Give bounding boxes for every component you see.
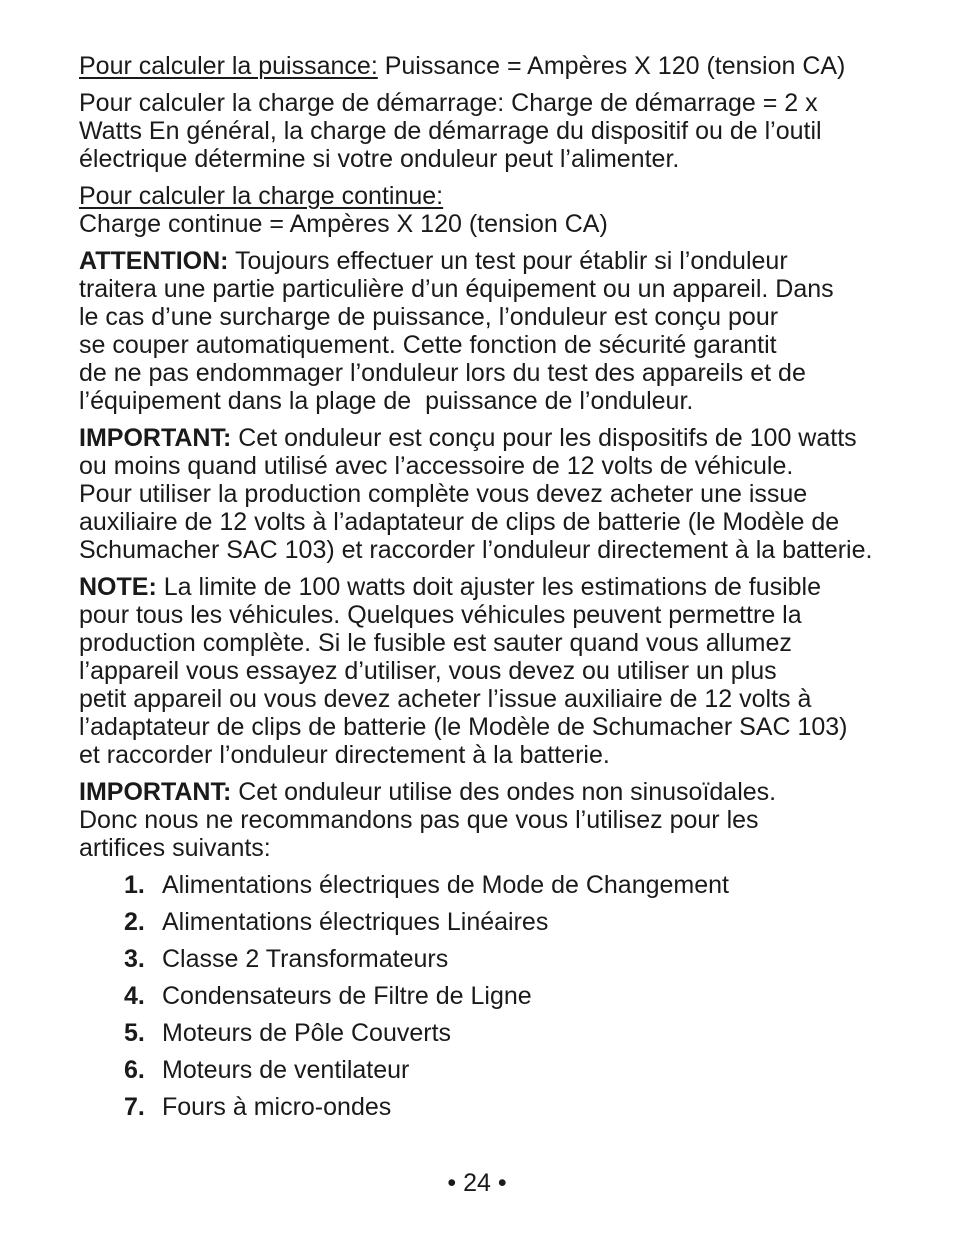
list-item <box>79 1056 919 1084</box>
text-line: Watts En général, la charge de démarrage du dispositif ou de l’outil <box>79 117 822 145</box>
text-line: de ne pas endommager l’onduleur lors du test des appareils et de <box>79 359 806 387</box>
text-line: artifices suivants: <box>79 834 271 862</box>
continuous-load-formula: Charge continue = Ampères X 120 (tension CA) <box>79 210 608 238</box>
text-line: production complète. Si le fusible est sauter quand vous allumez <box>79 629 792 657</box>
list-number: 1. <box>124 871 145 899</box>
list-item <box>79 1093 919 1121</box>
list-number: 2. <box>124 908 145 936</box>
manual-page <box>79 52 919 1130</box>
list-number: 3. <box>124 945 145 973</box>
text-line: traitera une partie particulière d’un équipement ou un appareil. Dans <box>79 275 834 303</box>
attention-label: ATTENTION: <box>79 247 229 275</box>
list-item <box>79 982 919 1010</box>
text-line: pour tous les véhicules. Quelques véhicules peuvent permettre la <box>79 601 802 629</box>
power-formula-paragraph <box>79 52 919 80</box>
text-line: auxiliaire de 12 volts à l’adaptateur de clips de batterie (le Modèle de <box>79 508 840 536</box>
list-number: 4. <box>124 982 145 1010</box>
list-text: Moteurs de ventilateur <box>162 1056 410 1084</box>
list-number: 7. <box>124 1093 145 1121</box>
text-line: Cet onduleur est conçu pour les dispositifs de 100 watts <box>231 424 857 452</box>
list-text: Classe 2 Transformateurs <box>162 945 449 973</box>
power-formula-text: Puissance = Ampères X 120 (tension CA) <box>377 52 846 80</box>
continuous-load-heading: Pour calculer la charge continue: <box>79 182 444 210</box>
text-line: se couper automatiquement. Cette fonction de sécurité garantit <box>79 331 777 359</box>
not-recommended-list <box>79 871 919 1121</box>
continuous-load-paragraph <box>79 182 919 238</box>
list-text: Alimentations électriques Linéaires <box>162 908 549 936</box>
list-text: Fours à micro-ondes <box>162 1093 392 1121</box>
text-line: le cas d’une surcharge de puissance, l’onduleur est conçu pour <box>79 303 779 331</box>
text-line: ou moins quand utilisé avec l’accessoire de 12 volts de véhicule. <box>79 452 794 480</box>
list-text: Alimentations électriques de Mode de Changement <box>162 871 730 899</box>
important-label: IMPORTANT: <box>79 778 232 806</box>
text-line: Donc nous ne recommandons pas que vous l’utilisez pour les <box>79 806 759 834</box>
text-line: l’équipement dans la plage de puissance de l’onduleur. <box>79 387 694 415</box>
list-text: Condensateurs de Filtre de Ligne <box>162 982 532 1010</box>
list-number: 5. <box>124 1019 145 1047</box>
note-label: NOTE: <box>79 573 157 601</box>
text-line: l’appareil vous essayez d’utiliser, vous devez ou utiliser un plus <box>79 657 777 685</box>
important-paragraph-1 <box>79 424 919 564</box>
text-line: Toujours effectuer un test pour établir si l’onduleur <box>228 247 788 275</box>
list-text: Moteurs de Pôle Couverts <box>162 1019 452 1047</box>
list-number: 6. <box>124 1056 145 1084</box>
startup-load-paragraph <box>79 89 919 173</box>
text-line: Schumacher SAC 103) et raccorder l’onduleur directement à la batterie. <box>79 536 873 564</box>
text-line: La limite de 100 watts doit ajuster les estimations de fusible <box>156 573 822 601</box>
text-line: et raccorder l’onduleur directement à la batterie. <box>79 741 610 769</box>
text-line: petit appareil ou vous devez acheter l’issue auxiliaire de 12 volts à <box>79 685 812 713</box>
list-item <box>79 945 919 973</box>
note-paragraph <box>79 573 919 769</box>
list-item <box>79 908 919 936</box>
power-formula-heading: Pour calculer la puissance: <box>79 52 378 80</box>
text-line: Pour utiliser la production complète vous devez acheter une issue <box>79 480 808 508</box>
important-paragraph-2 <box>79 778 919 862</box>
text-line: Pour calculer la charge de démarrage: Charge de démarrage = 2 x <box>79 89 818 117</box>
list-item <box>79 1019 919 1047</box>
text-line: électrique détermine si votre onduleur peut l’alimenter. <box>79 145 680 173</box>
page-number: • 24 • <box>447 1169 507 1197</box>
text-line: l’adaptateur de clips de batterie (le Modèle de Schumacher SAC 103) <box>79 713 848 741</box>
text-line: Cet onduleur utilise des ondes non sinusoïdales. <box>231 778 777 806</box>
important-label: IMPORTANT: <box>79 424 232 452</box>
attention-paragraph <box>79 247 919 415</box>
list-item <box>79 871 919 899</box>
